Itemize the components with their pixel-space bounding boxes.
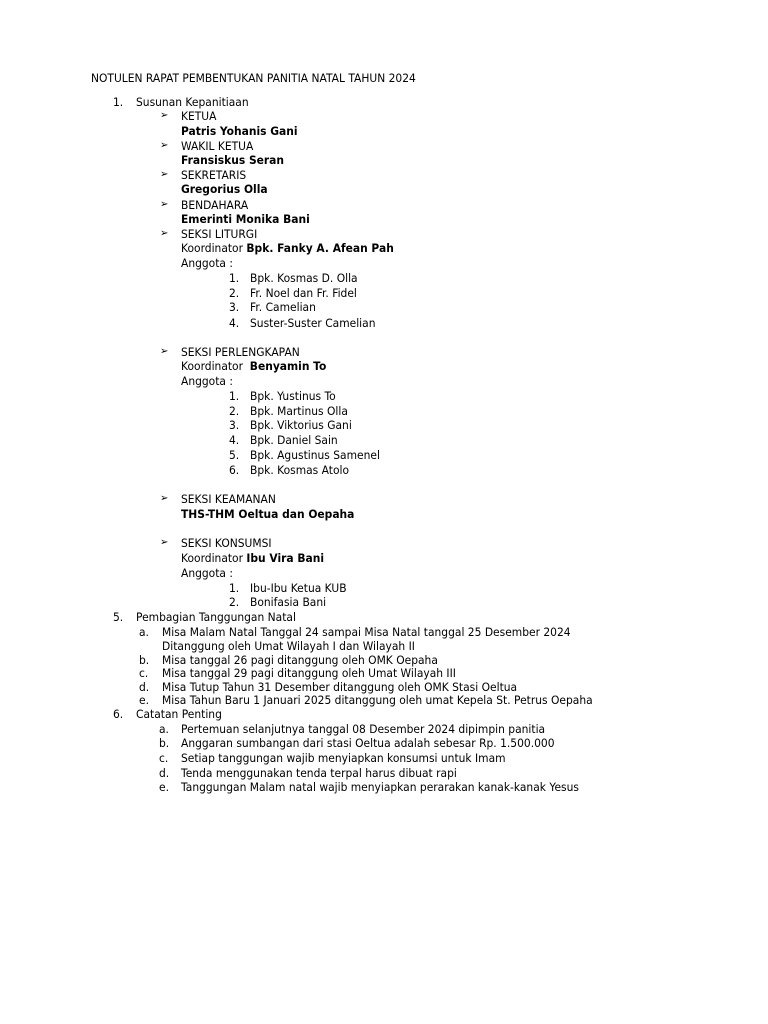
item-text: Misa tanggal 26 pagi ditanggung oleh OMK Oepaha [162, 653, 438, 667]
section-6-heading: Catatan Penting [136, 707, 222, 721]
section-1-number: 1. [113, 95, 124, 109]
item-letter: a. [159, 722, 169, 736]
member-name: Suster-Suster Camelian [250, 316, 376, 330]
member-number: 2. [229, 404, 240, 418]
seksi-liturgi-label: SEKSI LITURGI [181, 227, 258, 241]
member-name: Ibu-Ibu Ketua KUB [250, 581, 347, 595]
seksi-perlengkapan-coordinator [181, 359, 326, 373]
anggota-label: Anggota : [181, 374, 233, 388]
coordinator-prefix: Koordinator [181, 359, 244, 373]
document-title: NOTULEN RAPAT PEMBENTUKAN PANITIA NATAL TAHUN 2024 [91, 71, 416, 85]
anggota-label: Anggota : [181, 256, 233, 270]
member-number: 1. [229, 581, 240, 595]
item-text: Misa Tutup Tahun 31 Desember ditanggung oleh OMK Stasi Oeltua [162, 680, 518, 694]
anggota-label: Anggota : [181, 566, 233, 580]
member-name: Bpk. Agustinus Samenel [250, 448, 380, 462]
coordinator-name: Ibu Vira Bani [246, 551, 325, 565]
role-name-wakil-ketua: Fransiskus Seran [181, 153, 285, 167]
item-text: Misa Tahun Baru 1 Januari 2025 ditanggung oleh umat Kepela St. Petrus Oepaha [162, 693, 593, 707]
member-number: 1. [229, 389, 240, 403]
member-number: 3. [229, 300, 240, 314]
role-label-sekretaris: SEKRETARIS [181, 168, 247, 182]
seksi-perlengkapan-label: SEKSI PERLENGKAPAN [181, 345, 300, 359]
item-letter: e. [159, 780, 169, 794]
item-letter: d. [139, 680, 150, 694]
member-name: Bpk. Daniel Sain [250, 433, 338, 447]
seksi-konsumsi-coordinator [181, 551, 324, 565]
item-text-continued: Ditanggung oleh Umat Wilayah I dan Wilayah II [162, 639, 415, 653]
role-name-bendahara: Emerinti Monika Bani [181, 212, 310, 226]
item-text: Pertemuan selanjutnya tanggal 08 Desember 2024 dipimpin panitia [181, 722, 546, 736]
item-letter: b. [159, 736, 170, 750]
member-number: 1. [229, 271, 240, 285]
arrow-bullet-icon: ➢ [160, 110, 169, 121]
seksi-konsumsi-label: SEKSI KONSUMSI [181, 536, 272, 550]
section-1-heading: Susunan Kepanitiaan [136, 95, 249, 109]
item-letter: b. [139, 653, 150, 667]
arrow-bullet-icon: ➢ [160, 169, 169, 180]
section-5-number: 5. [113, 610, 124, 624]
coordinator-prefix: Koordinator [181, 551, 244, 565]
role-name-sekretaris: Gregorius Olla [181, 182, 268, 196]
item-text: Tenda menggunakan tenda terpal harus dibuat rapi [181, 766, 457, 780]
item-letter: c. [159, 751, 169, 765]
item-letter: e. [139, 693, 149, 707]
member-name: Bpk. Kosmas Atolo [250, 463, 350, 477]
role-label-ketua: KETUA [181, 109, 217, 123]
seksi-liturgi-coordinator [181, 241, 394, 255]
member-name: Bpk. Kosmas D. Olla [250, 271, 358, 285]
role-name-ketua: Patris Yohanis Gani [181, 124, 298, 138]
section-6-number: 6. [113, 707, 124, 721]
item-text: Misa tanggal 29 pagi ditanggung oleh Umat Wilayah III [162, 666, 456, 680]
arrow-bullet-icon: ➢ [160, 537, 169, 548]
role-label-wakil-ketua: WAKIL KETUA [181, 139, 254, 153]
arrow-bullet-icon: ➢ [160, 140, 169, 151]
member-name: Fr. Noel dan Fr. Fidel [250, 286, 357, 300]
item-letter: d. [159, 766, 170, 780]
member-name: Bpk. Yustinus To [250, 389, 336, 403]
arrow-bullet-icon: ➢ [160, 346, 169, 357]
member-number: 3. [229, 418, 240, 432]
item-text: Setiap tanggungan wajib menyiapkan konsumsi untuk Imam [181, 751, 506, 765]
arrow-bullet-icon: ➢ [160, 199, 169, 210]
member-name: Bonifasia Bani [250, 595, 327, 609]
arrow-bullet-icon: ➢ [160, 228, 169, 239]
item-letter: a. [139, 625, 149, 639]
coordinator-name: Benyamin To [249, 359, 327, 373]
section-5-heading: Pembagian Tanggungan Natal [136, 610, 296, 624]
role-label-bendahara: BENDAHARA [181, 198, 249, 212]
seksi-keamanan-label: SEKSI KEAMANAN [181, 492, 276, 506]
member-number: 6. [229, 463, 240, 477]
member-number: 4. [229, 433, 240, 447]
coordinator-prefix: Koordinator [181, 241, 244, 255]
member-number: 4. [229, 316, 240, 330]
member-name: Bpk. Viktorius Gani [250, 418, 352, 432]
member-number: 2. [229, 595, 240, 609]
member-number: 5. [229, 448, 240, 462]
seksi-keamanan-name: THS-THM Oeltua dan Oepaha [181, 507, 355, 521]
coordinator-name: Bpk. Fanky A. Afean Pah [246, 241, 394, 255]
item-text: Tanggungan Malam natal wajib menyiapkan perarakan kanak-kanak Yesus [181, 780, 579, 794]
arrow-bullet-icon: ➢ [160, 493, 169, 504]
member-number: 2. [229, 286, 240, 300]
item-letter: c. [139, 666, 149, 680]
member-name: Fr. Camelian [250, 300, 316, 314]
item-text: Anggaran sumbangan dari stasi Oeltua adalah sebesar Rp. 1.500.000 [181, 736, 555, 750]
member-name: Bpk. Martinus Olla [250, 404, 348, 418]
item-text: Misa Malam Natal Tanggal 24 sampai Misa Natal tanggal 25 Desember 2024 [162, 625, 571, 639]
